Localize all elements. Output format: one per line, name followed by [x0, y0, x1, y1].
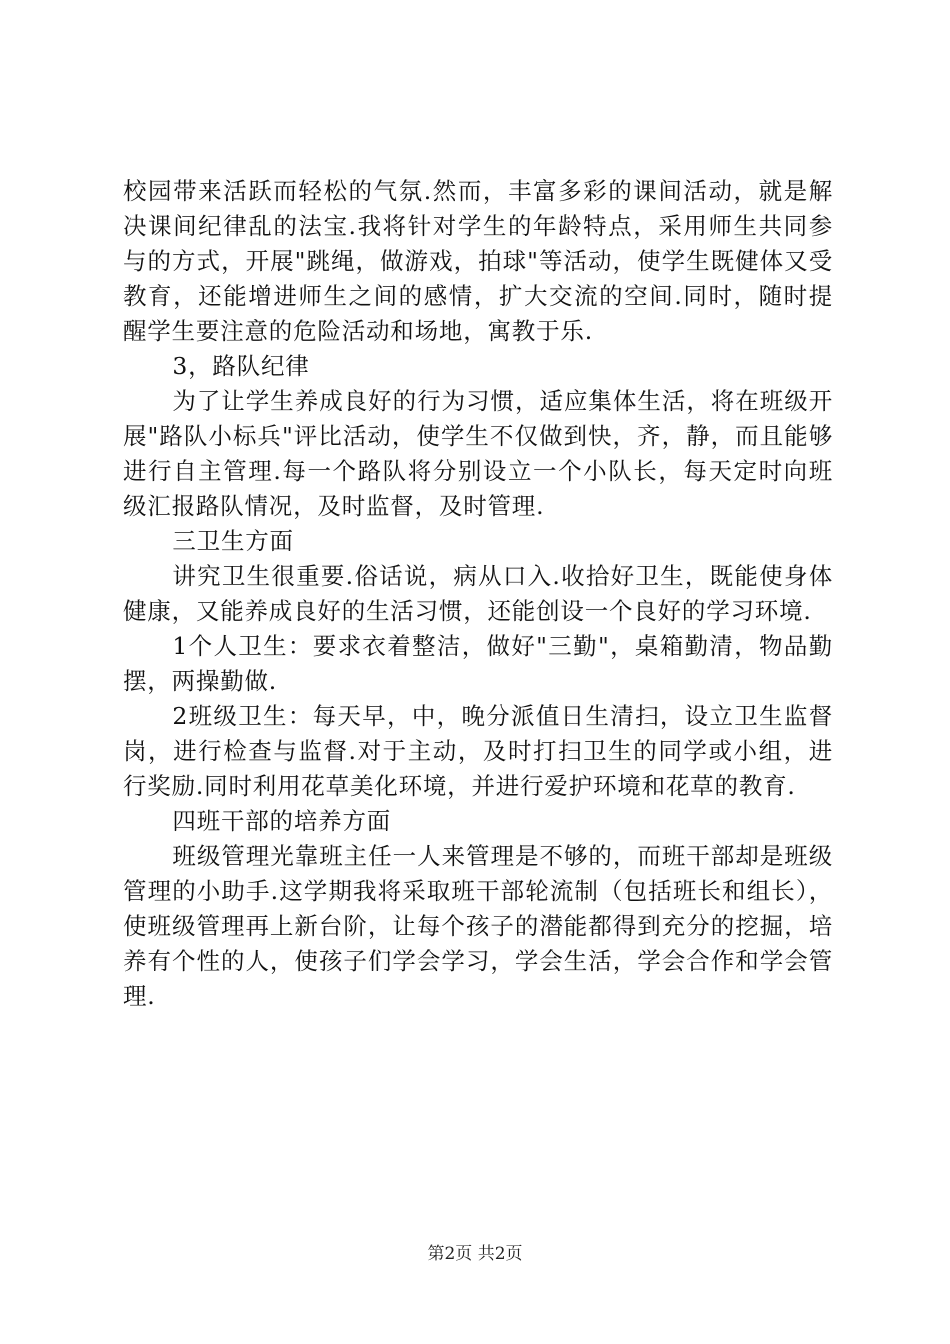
heading-queue-discipline: 3，路队纪律 [172, 352, 310, 380]
page-footer: 第2页 共2页 [427, 1244, 523, 1264]
paragraph-class-cadre: 班级管理光靠班主任一人来管理是不够的，而班干部却是班级管理的小助手.这学期我将采取班干部轮流制（包括班长和组长），使班级管理再上新台阶，让每个孩子的潜能都得到充分的挖掘，培养有个性的人，使孩子们学会学习，学会生活，学会合作和学会管理. [123, 842, 833, 1010]
paragraph-queue-discipline: 为了让学生养成良好的行为习惯，适应集体生活，将在班级开展"路队小标兵"评比活动，使学生不仅做到快，齐，静，而且能够进行自主管理.每一个路队将分别设立一个小队长，每天定时向班级汇报路队情况，及时监督，及时管理. [123, 387, 833, 520]
paragraph-class-hygiene: 2班级卫生：每天早，中，晚分派值日生清扫，设立卫生监督岗，进行检查与监督.对于主动，及时打扫卫生的同学或小组，进行奖励.同时利用花草美化环境，并进行爱护环境和花草的教育. [123, 702, 833, 800]
paragraph-hygiene-intro: 讲究卫生很重要.俗话说，病从口入.收拾好卫生，既能使身体健康，又能养成良好的生活习惯，还能创设一个良好的学习环境. [123, 562, 833, 625]
heading-class-cadre: 四班干部的培养方面 [172, 807, 392, 835]
document-body [123, 174, 833, 1014]
paragraph-personal-hygiene: 1个人卫生：要求衣着整洁，做好"三勤"，桌箱勤清，物品勤摆，两操勤做. [123, 632, 833, 695]
paragraph-activities-continued: 校园带来活跃而轻松的气氛.然而，丰富多彩的课间活动，就是解决课间纪律乱的法宝.我将针对学生的年龄特点，采用师生共同参与的方式，开展"跳绳，做游戏，拍球"等活动，使学生既健体又受教育，还能增进师生之间的感情，扩大交流的空间.同时，随时提醒学生要注意的危险活动和场地，寓教于乐. [123, 177, 833, 345]
heading-hygiene: 三卫生方面 [172, 527, 294, 555]
